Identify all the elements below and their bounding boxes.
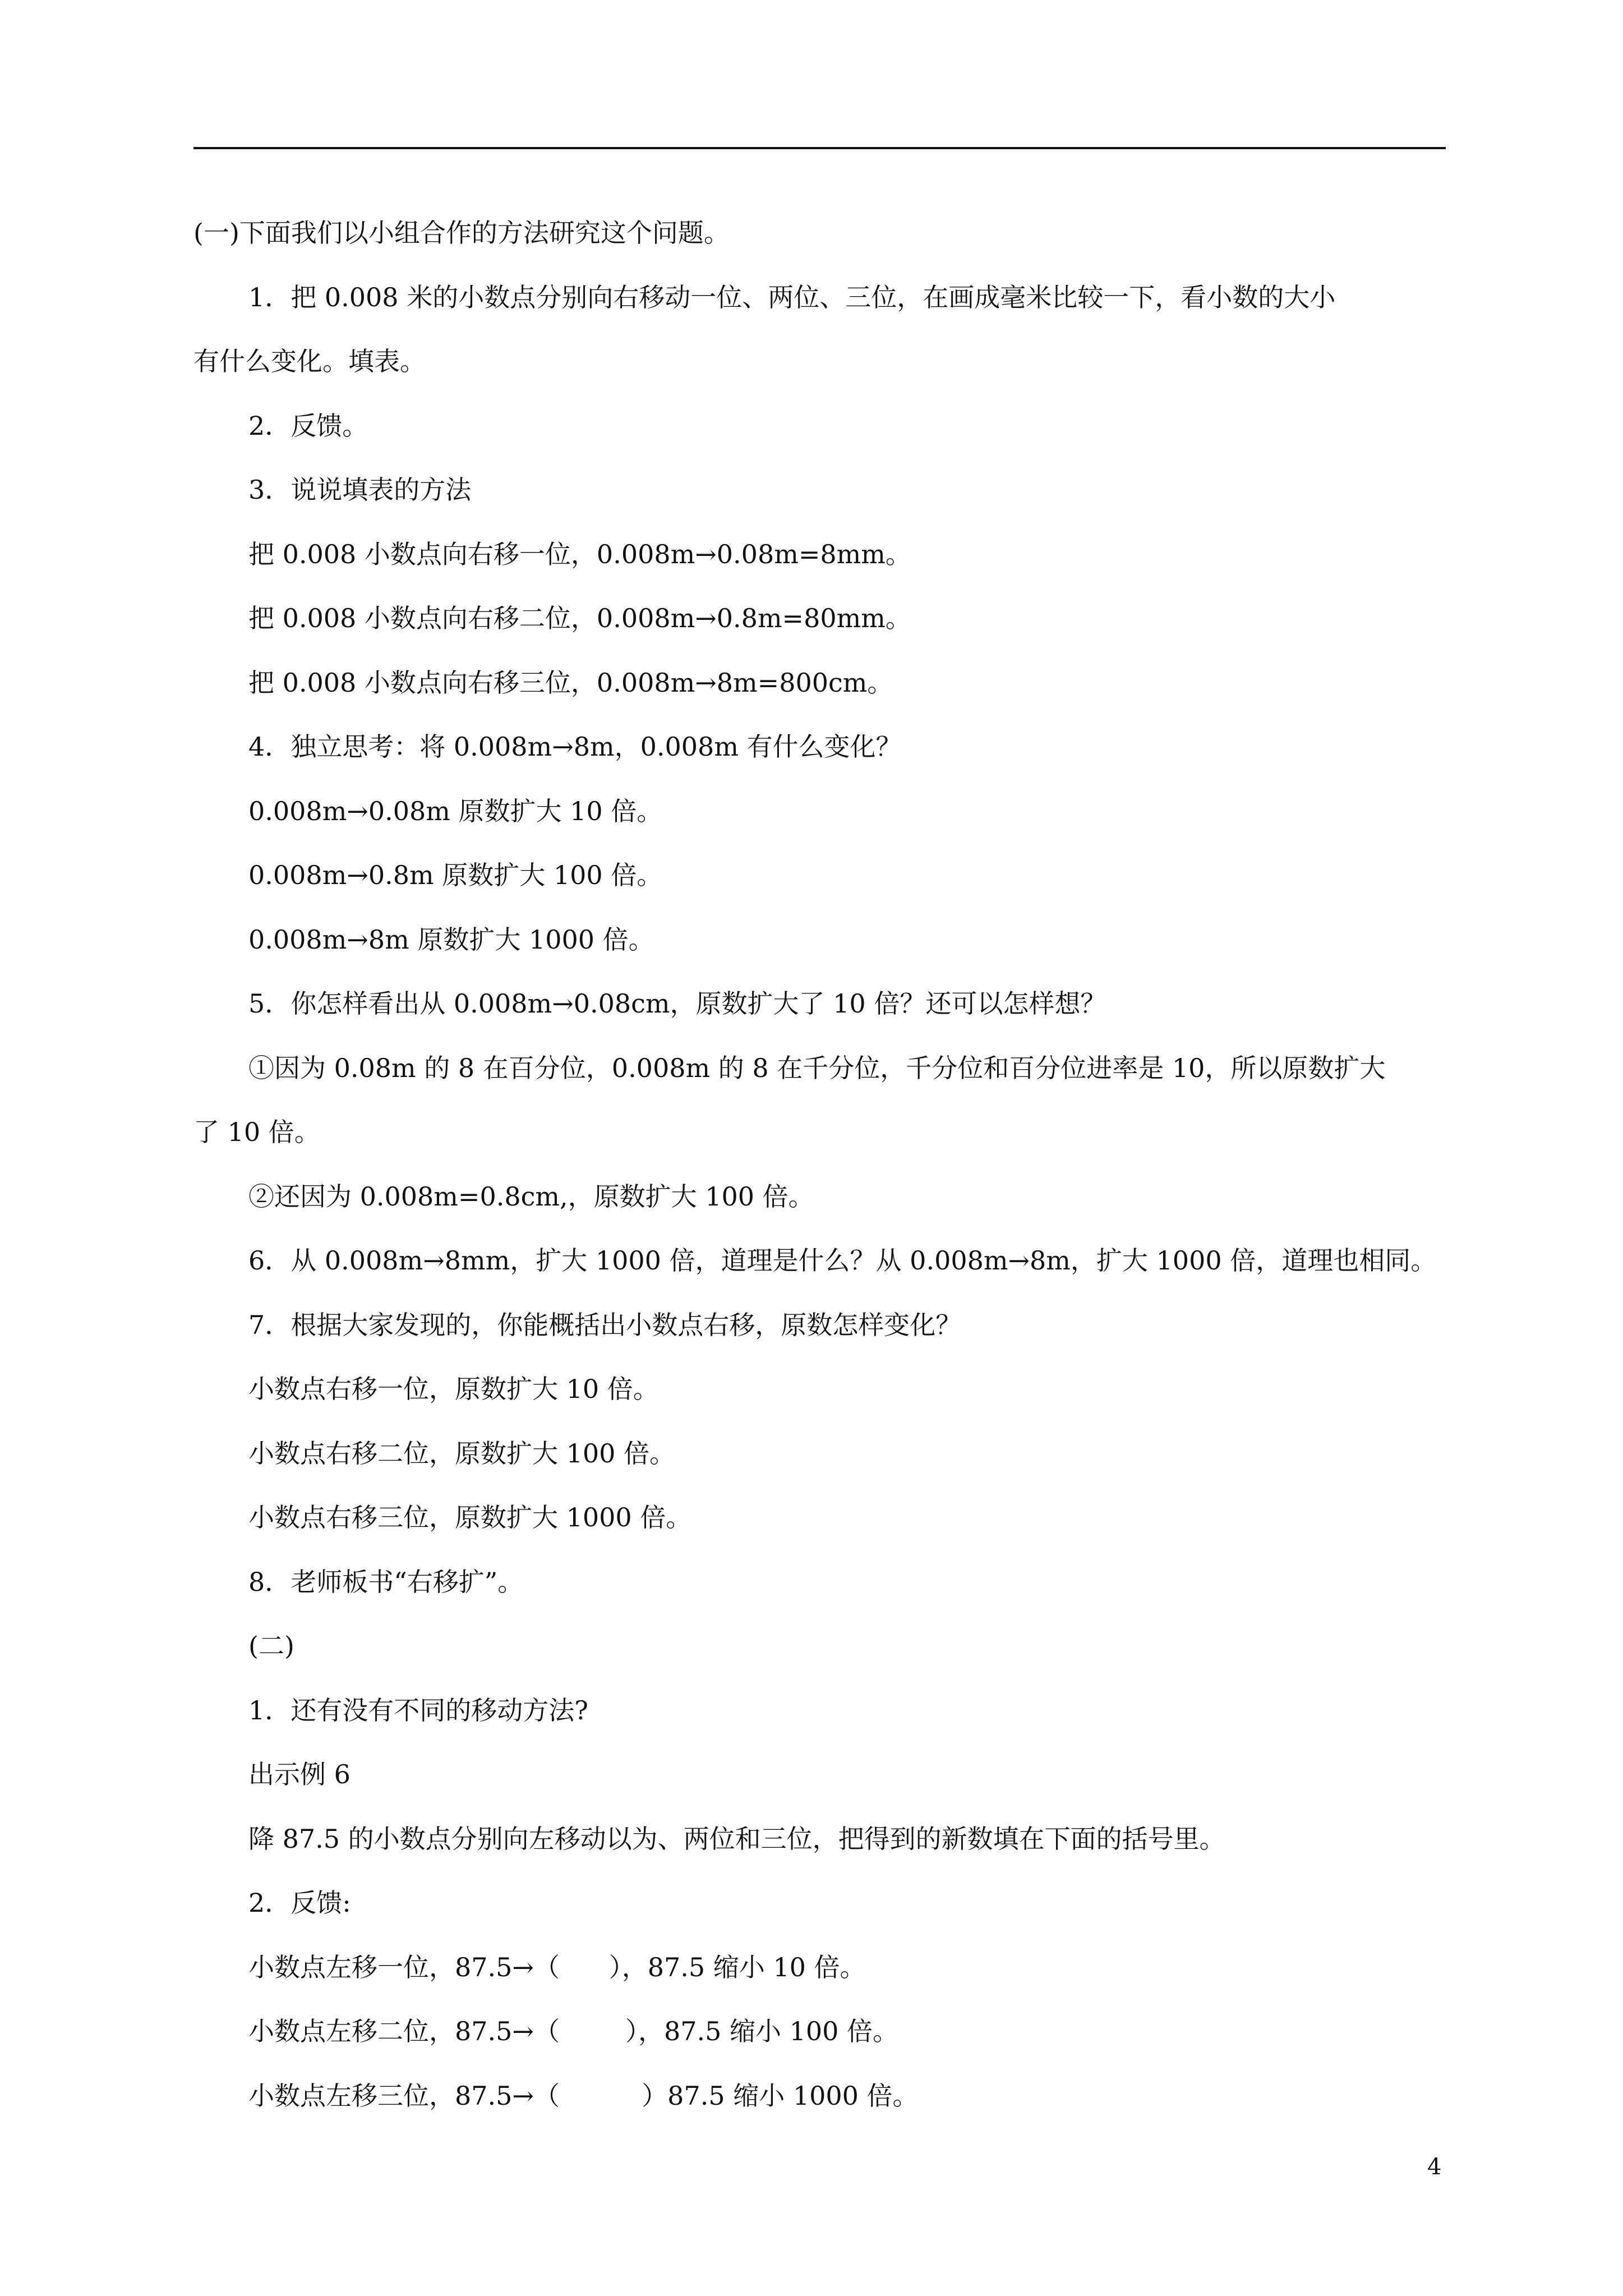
document-body <box>193 208 1446 2134</box>
text-line: 1．还有没有不同的移动方法? <box>248 1695 588 1726</box>
text-line: 0.008m→0.8m 原数扩大 100 倍。 <box>248 860 663 890</box>
text-line: 把 0.008 小数点向右移一位，0.008m→0.08m=8mm。 <box>248 539 911 569</box>
text-line: 4．独立思考：将 0.008m→8m，0.008m 有什么变化？ <box>248 731 902 762</box>
text-line: 了 10 倍。 <box>193 1117 320 1147</box>
text-line: 小数点右移二位，原数扩大 100 倍。 <box>248 1438 676 1469</box>
text-line: 6．从 0.008m→8mm，扩大 1000 倍，道理是什么？从 0.008m→8m，扩大 1000 倍，道理也相同。 <box>248 1245 1437 1276</box>
text-line: 1．把 0.008 米的小数点分别向右移动一位、两位、三位，在画成毫米比较一下，看小数的大小 <box>248 282 1336 312</box>
text-line: ②还因为 0.008m=0.8cm,，原数扩大 100 倍。 <box>248 1181 814 1212</box>
text-line: 7．根据大家发现的，你能概括出小数点右移，原数怎样变化？ <box>248 1309 962 1340</box>
text-line: 降 87.5 的小数点分别向左移动以为、两位和三位，把得到的新数填在下面的括号里。 <box>248 1823 1225 1854</box>
text-line: 0.008m→8m 原数扩大 1000 倍。 <box>248 924 654 955</box>
text-line: (二) <box>248 1631 294 1661</box>
text-line: 3．说说填表的方法 <box>248 475 472 505</box>
text-line: 把 0.008 小数点向右移二位，0.008m→0.8m=80mm。 <box>248 603 911 633</box>
text-line: 5．你怎样看出从 0.008m→0.08cm，原数扩大了 10 倍？还可以怎样想？ <box>248 988 1106 1019</box>
page-number: 4 <box>1427 2154 1442 2180</box>
text-line: 小数点左移二位，87.5→（ ），87.5 缩小 100 倍。 <box>248 2016 899 2046</box>
text-line: (一)下面我们以小组合作的方法研究这个问题。 <box>193 218 730 248</box>
text-line: 0.008m→0.08m 原数扩大 10 倍。 <box>248 795 663 826</box>
text-line: 小数点左移三位，87.5→（ ）87.5 缩小 1000 倍。 <box>248 2080 919 2111</box>
header-rule <box>193 147 1446 149</box>
text-line: 2．反馈: <box>248 1888 351 1918</box>
text-line: 出示例 6 <box>248 1759 351 1789</box>
text-line: 把 0.008 小数点向右移三位，0.008m→8m=800cm。 <box>248 667 893 698</box>
text-line: ①因为 0.08m 的 8 在百分位，0.008m 的 8 在千分位，千分位和百分位进率是 10，所以原数扩大 <box>248 1052 1386 1083</box>
text-line: 有什么变化。填表。 <box>193 346 426 376</box>
text-line: 小数点右移三位，原数扩大 1000 倍。 <box>248 1502 692 1533</box>
text-line: 小数点右移一位，原数扩大 10 倍。 <box>248 1374 659 1404</box>
text-line: 8．老师板书“右移扩”。 <box>248 1566 524 1597</box>
text-line: 小数点左移一位，87.5→（ ），87.5 缩小 10 倍。 <box>248 1952 866 1982</box>
text-line: 2．反馈。 <box>248 410 368 441</box>
